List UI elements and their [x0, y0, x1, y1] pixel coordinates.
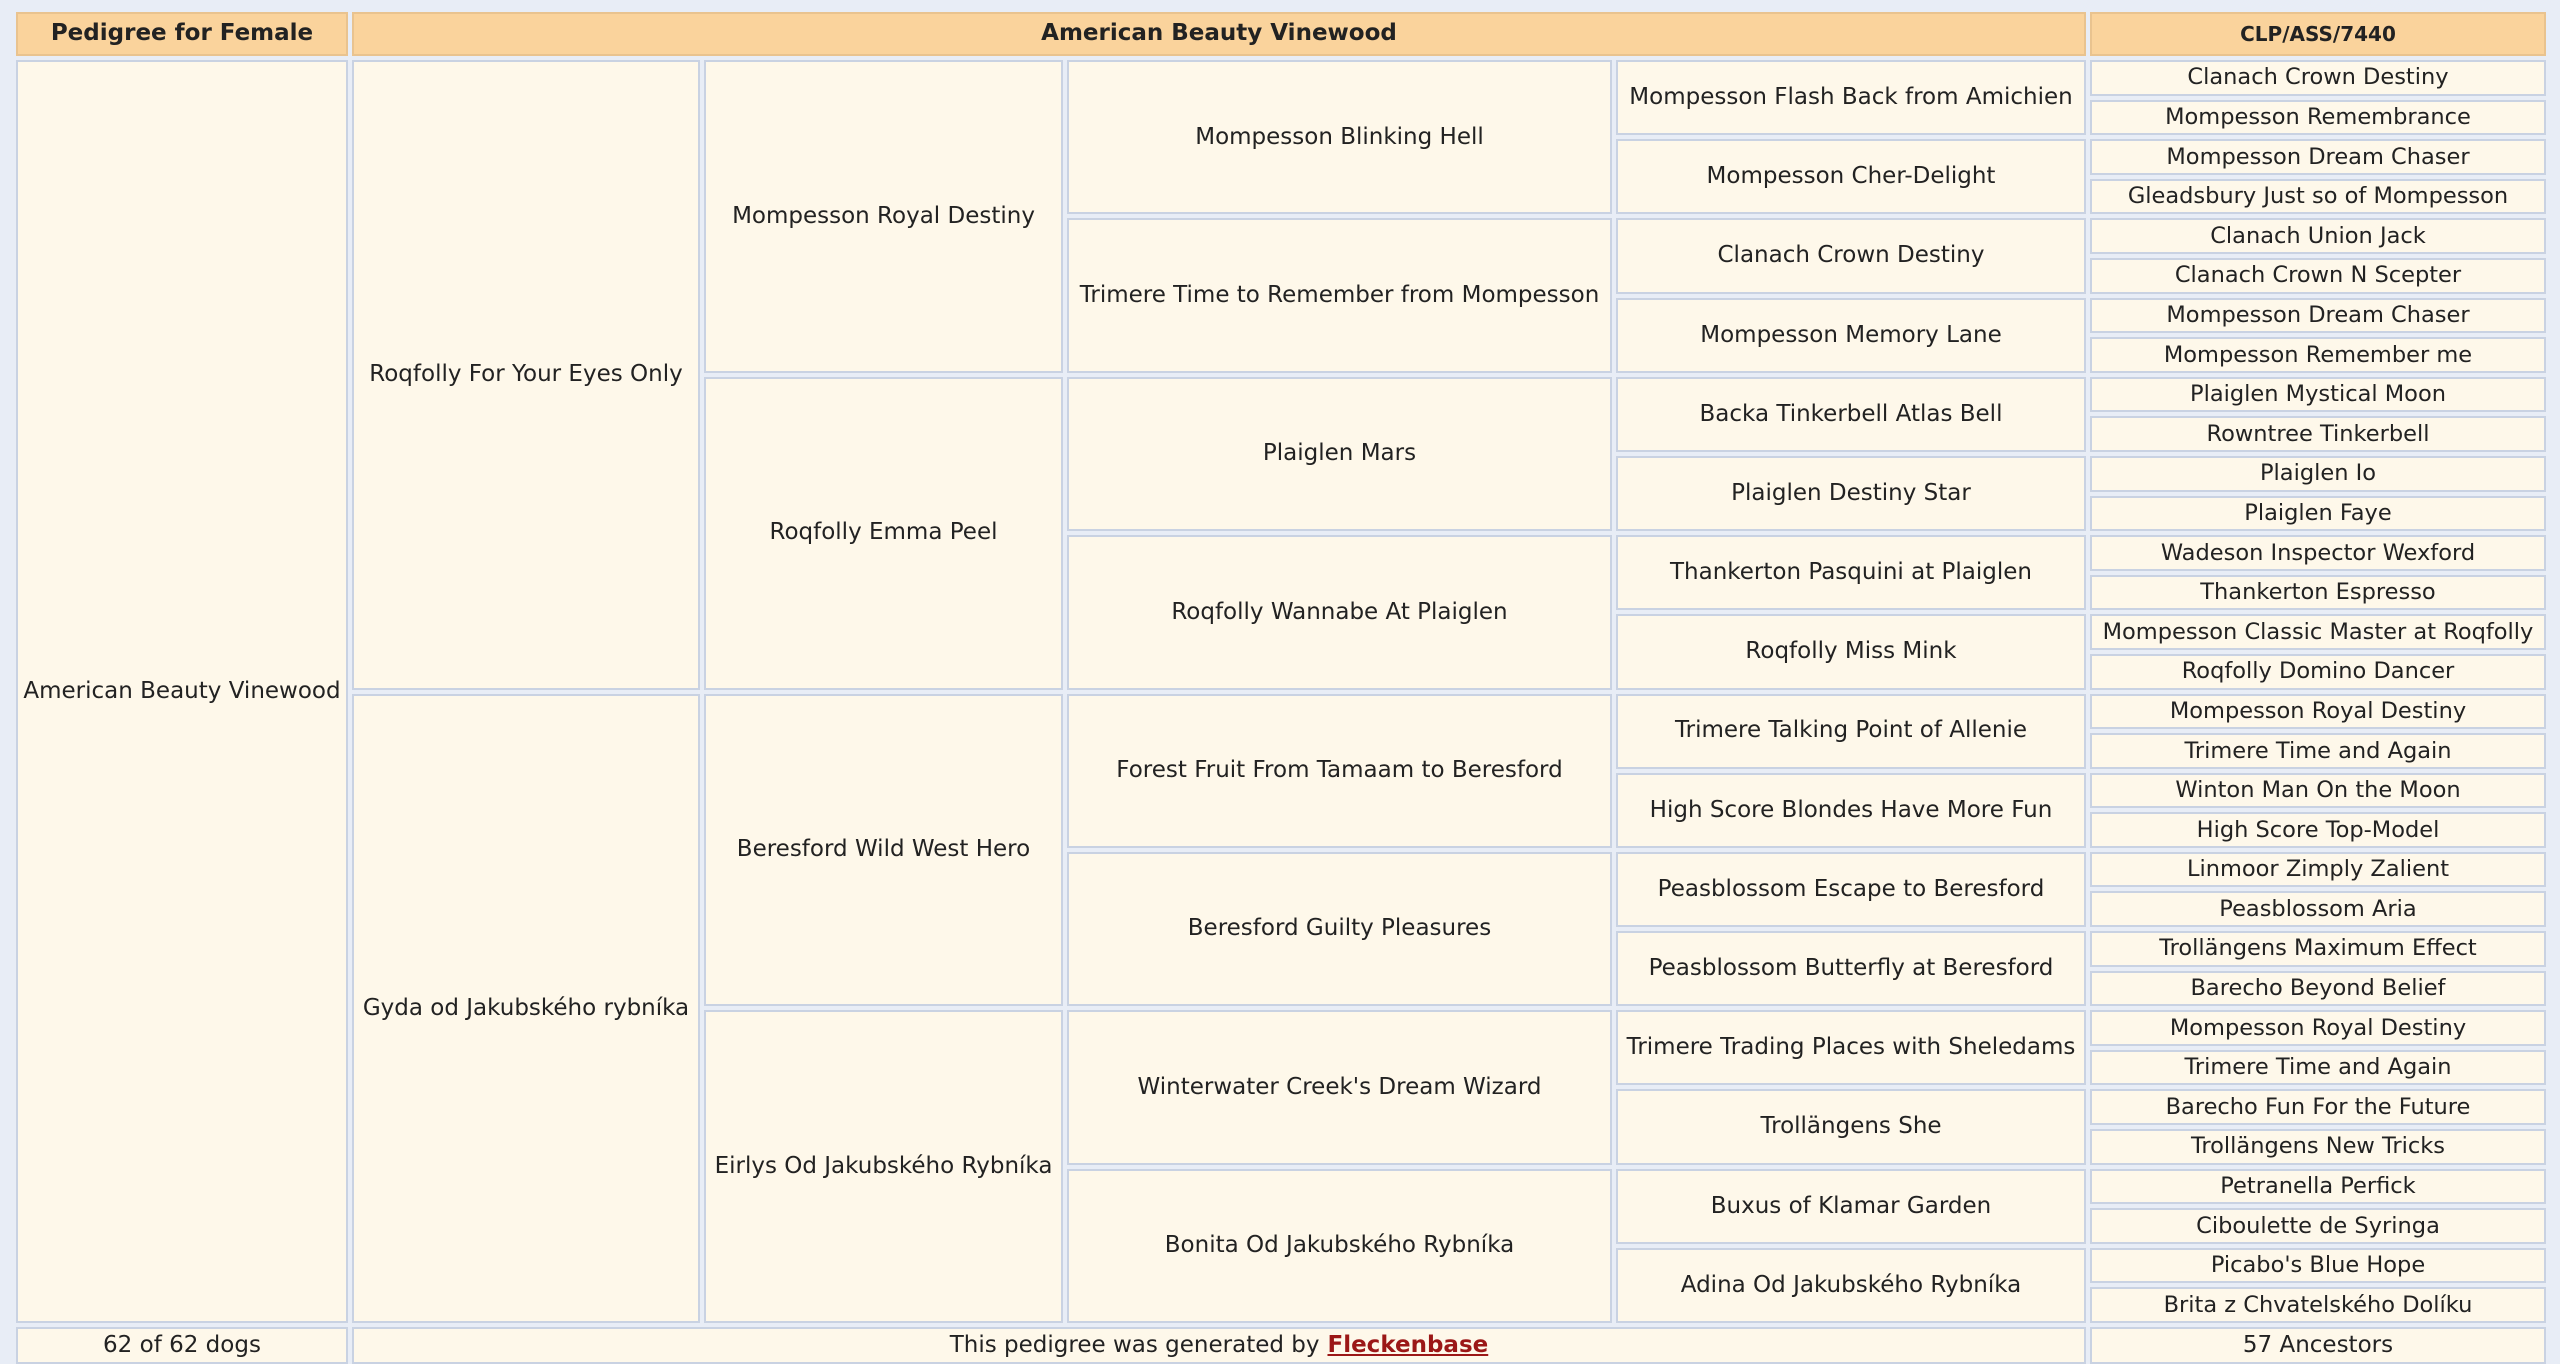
ancestor-gen5[interactable]: Wadeson Inspector Wexford: [2090, 535, 2546, 571]
ancestor-gen5[interactable]: Brita z Chvatelského Dolíku: [2090, 1287, 2546, 1323]
ancestor-gen3[interactable]: Trimere Time to Remember from Mompesson: [1067, 218, 1612, 372]
ancestor-gen4[interactable]: Trollängens She: [1616, 1089, 2086, 1164]
ancestor-gen4[interactable]: Trimere Talking Point of Allenie: [1616, 694, 2086, 769]
ancestor-gen4[interactable]: Trimere Trading Places with Sheledams: [1616, 1010, 2086, 1085]
ancestor-gen3[interactable]: Plaiglen Mars: [1067, 377, 1612, 531]
ancestor-gen2[interactable]: Roqfolly Emma Peel: [704, 377, 1063, 690]
dog-name-header: American Beauty Vinewood: [352, 12, 2086, 56]
subject-dog[interactable]: American Beauty Vinewood: [16, 60, 348, 1323]
ancestor-gen4[interactable]: Mompesson Memory Lane: [1616, 298, 2086, 373]
ancestor-gen4[interactable]: Roqfolly Miss Mink: [1616, 614, 2086, 689]
registration-number: CLP/ASS/7440: [2090, 12, 2546, 56]
ancestor-gen3[interactable]: Winterwater Creek's Dream Wizard: [1067, 1010, 1612, 1164]
ancestor-gen5[interactable]: Trollängens Maximum Effect: [2090, 931, 2546, 967]
ancestor-gen1[interactable]: Gyda od Jakubského rybníka: [352, 694, 700, 1324]
ancestor-gen5[interactable]: Peasblossom Aria: [2090, 891, 2546, 927]
ancestor-gen5[interactable]: Trimere Time and Again: [2090, 733, 2546, 769]
pedigree-title: Pedigree for Female: [16, 12, 348, 56]
ancestor-gen5[interactable]: Trollängens New Tricks: [2090, 1129, 2546, 1165]
generated-by: [352, 1327, 2086, 1364]
ancestor-gen5[interactable]: Trimere Time and Again: [2090, 1050, 2546, 1086]
fleckenbase-link[interactable]: Fleckenbase: [1327, 1331, 1489, 1358]
ancestor-gen5[interactable]: Clanach Crown N Scepter: [2090, 258, 2546, 294]
ancestor-gen3[interactable]: Bonita Od Jakubského Rybníka: [1067, 1169, 1612, 1323]
ancestor-gen4[interactable]: Mompesson Flash Back from Amichien: [1616, 60, 2086, 135]
ancestor-gen4[interactable]: Plaiglen Destiny Star: [1616, 456, 2086, 531]
ancestor-gen5[interactable]: Mompesson Royal Destiny: [2090, 694, 2546, 730]
ancestor-gen4[interactable]: Thankerton Pasquini at Plaiglen: [1616, 535, 2086, 610]
ancestor-gen5[interactable]: Roqfolly Domino Dancer: [2090, 654, 2546, 690]
ancestor-gen5[interactable]: Clanach Crown Destiny: [2090, 60, 2546, 96]
ancestor-gen5[interactable]: Mompesson Dream Chaser: [2090, 139, 2546, 175]
ancestor-gen5[interactable]: Mompesson Dream Chaser: [2090, 298, 2546, 334]
ancestor-gen1[interactable]: Roqfolly For Your Eyes Only: [352, 60, 700, 690]
ancestor-gen5[interactable]: Linmoor Zimply Zalient: [2090, 852, 2546, 888]
ancestor-gen5[interactable]: Mompesson Remembrance: [2090, 100, 2546, 136]
ancestor-gen3[interactable]: Mompesson Blinking Hell: [1067, 60, 1612, 214]
ancestor-gen5[interactable]: Barecho Beyond Belief: [2090, 971, 2546, 1007]
ancestor-gen2[interactable]: Mompesson Royal Destiny: [704, 60, 1063, 373]
ancestor-gen5[interactable]: Picabo's Blue Hope: [2090, 1248, 2546, 1284]
ancestor-gen5[interactable]: Mompesson Classic Master at Roqfolly: [2090, 614, 2546, 650]
ancestor-gen3[interactable]: Forest Fruit From Tamaam to Beresford: [1067, 694, 1612, 848]
ancestor-gen3[interactable]: Beresford Guilty Pleasures: [1067, 852, 1612, 1006]
ancestor-gen3[interactable]: Roqfolly Wannabe At Plaiglen: [1067, 535, 1612, 689]
ancestor-gen4[interactable]: Mompesson Cher-Delight: [1616, 139, 2086, 214]
ancestor-gen4[interactable]: Adina Od Jakubského Rybníka: [1616, 1248, 2086, 1323]
pedigree-table: [16, 12, 2538, 1358]
ancestor-gen5[interactable]: Ciboulette de Syringa: [2090, 1208, 2546, 1244]
ancestor-gen5[interactable]: Plaiglen Faye: [2090, 496, 2546, 532]
ancestor-gen5[interactable]: Winton Man On the Moon: [2090, 773, 2546, 809]
ancestor-gen5[interactable]: Clanach Union Jack: [2090, 218, 2546, 254]
ancestor-gen4[interactable]: Peasblossom Escape to Beresford: [1616, 852, 2086, 927]
ancestor-gen5[interactable]: Plaiglen Mystical Moon: [2090, 377, 2546, 413]
ancestor-gen4[interactable]: Clanach Crown Destiny: [1616, 218, 2086, 293]
ancestor-gen5[interactable]: Plaiglen Io: [2090, 456, 2546, 492]
ancestor-gen5[interactable]: High Score Top-Model: [2090, 812, 2546, 848]
ancestor-gen4[interactable]: Peasblossom Butterfly at Beresford: [1616, 931, 2086, 1006]
ancestor-count: 57 Ancestors: [2090, 1327, 2546, 1364]
ancestor-gen5[interactable]: Petranella Perfick: [2090, 1169, 2546, 1205]
ancestor-gen4[interactable]: High Score Blondes Have More Fun: [1616, 773, 2086, 848]
ancestor-gen5[interactable]: Mompesson Remember me: [2090, 337, 2546, 373]
ancestor-gen4[interactable]: Buxus of Klamar Garden: [1616, 1169, 2086, 1244]
ancestor-gen5[interactable]: Mompesson Royal Destiny: [2090, 1010, 2546, 1046]
generated-by-text: This pedigree was generated by: [949, 1331, 1320, 1358]
ancestor-gen2[interactable]: Beresford Wild West Hero: [704, 694, 1063, 1007]
dog-count: 62 of 62 dogs: [16, 1327, 348, 1364]
ancestor-gen5[interactable]: Barecho Fun For the Future: [2090, 1089, 2546, 1125]
ancestor-gen2[interactable]: Eirlys Od Jakubského Rybníka: [704, 1010, 1063, 1323]
ancestor-gen5[interactable]: Thankerton Espresso: [2090, 575, 2546, 611]
ancestor-gen5[interactable]: Rowntree Tinkerbell: [2090, 416, 2546, 452]
ancestor-gen5[interactable]: Gleadsbury Just so of Mompesson: [2090, 179, 2546, 215]
ancestor-gen4[interactable]: Backa Tinkerbell Atlas Bell: [1616, 377, 2086, 452]
